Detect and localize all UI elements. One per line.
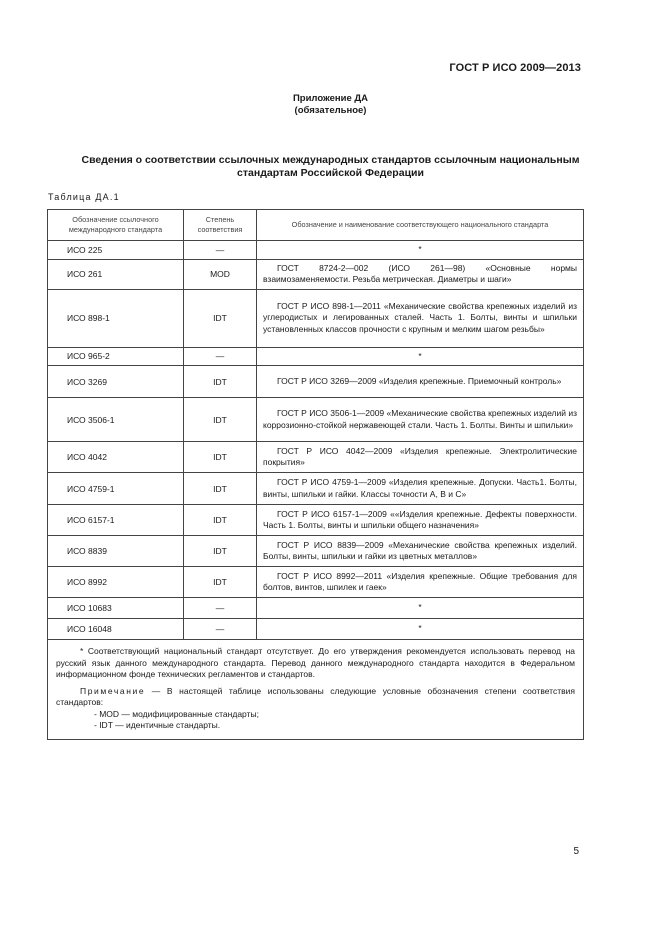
note-item-idt: - IDT — идентичные стандарты. [94, 720, 221, 730]
degree-cell: — [184, 619, 257, 640]
ref-standard-cell: ИСО 8992 [48, 567, 184, 598]
table-label: Таблица ДА.1 [48, 192, 120, 202]
degree-cell: IDT [184, 289, 257, 347]
note-label: Примечание [80, 685, 146, 696]
degree-cell: — [184, 241, 257, 260]
page-number: 5 [573, 846, 579, 857]
ref-standard-cell: ИСО 225 [48, 241, 184, 260]
section-heading [40, 154, 621, 180]
table-row [48, 259, 584, 289]
degree-cell: IDT [184, 473, 257, 505]
national-standard-cell: ГОСТ 8724-2—002 (ИСО 261—98) «Основные нормы взаимозаменяемости. Резьба метрическая. Диаметры и шаги» [257, 259, 584, 289]
table-row [48, 536, 584, 567]
annex-subtitle: (обязательное) [294, 105, 367, 116]
annex-title [0, 93, 661, 117]
table-row [48, 442, 584, 473]
note-paragraph [56, 686, 575, 709]
header-national-standard: Обозначение и наименование соответствующего национального стандарта [257, 210, 584, 241]
degree-cell: MOD [184, 259, 257, 289]
national-standard-cell: ГОСТ Р ИСО 4759-1—2009 «Изделия крепежные. Допуски. Часть1. Болты, винты, шпильки и гайки. Классы точности А, В и С» [257, 473, 584, 505]
table-row [48, 366, 584, 398]
degree-cell: — [184, 598, 257, 619]
degree-cell: IDT [184, 442, 257, 473]
national-standard-cell: ГОСТ Р ИСО 6157-1—2009 ««Изделия крепежные. Дефекты поверхности. Часть 1. Болты, винты и шпильки общего назначения» [257, 505, 584, 536]
national-standard-cell: ГОСТ Р ИСО 4042—2009 «Изделия крепежные. Электролитические покрытия» [257, 442, 584, 473]
national-standard-cell: * [257, 619, 584, 640]
header-ref-standard: Обозначение ссылочного международного стандарта [48, 210, 184, 241]
table-row [48, 505, 584, 536]
annex-label: Приложение ДА [292, 93, 369, 104]
ref-standard-cell: ИСО 10683 [48, 598, 184, 619]
national-standard-cell: ГОСТ Р ИСО 8992—2011 «Изделия крепежные. Общие требования для болтов, винтов, шпилек и гаек» [257, 567, 584, 598]
ref-standard-cell: ИСО 898-1 [48, 289, 184, 347]
ref-standard-cell: ИСО 965-2 [48, 347, 184, 366]
heading-line-1: Сведения о соответствии ссылочных международных стандартов ссылочным национальным [81, 154, 580, 166]
document-code: ГОСТ Р ИСО 2009—2013 [449, 62, 581, 74]
degree-cell: IDT [184, 366, 257, 398]
national-standard-cell: ГОСТ Р ИСО 3506-1—2009 «Механические свойства крепежных изделий из коррозионно-стойкой нержавеющей стали. Часть 1. Болты. Винты и шпильки» [257, 398, 584, 442]
table-row [48, 473, 584, 505]
table-row [48, 598, 584, 619]
footnote: * Соответствующий национальный стандарт отсутствует. До его утверждения рекомендуется использовать перевод на русский язык данного международного стандарта. Перевод данного международного стандарта находится в Федеральном информационном фонде технических регламентов и стандартов. [56, 646, 575, 679]
degree-cell: IDT [184, 536, 257, 567]
ref-standard-cell: ИСО 261 [48, 259, 184, 289]
heading-line-2: стандартам Российской Федерации [237, 167, 424, 179]
notes-cell [48, 640, 584, 740]
table-row [48, 619, 584, 640]
degree-cell: — [184, 347, 257, 366]
note-text: — В настоящей таблице использованы следующие условные обозначения степени соответствия стандартов: [56, 685, 575, 707]
degree-cell: IDT [184, 505, 257, 536]
table-row [48, 289, 584, 347]
table-row [48, 347, 584, 366]
ref-standard-cell: ИСО 3506-1 [48, 398, 184, 442]
note-item-mod: - MOD — модифицированные стандарты; [94, 708, 259, 719]
standards-table [47, 209, 584, 740]
national-standard-cell: * [257, 598, 584, 619]
ref-standard-cell: ИСО 3269 [48, 366, 184, 398]
table-header-row [48, 210, 584, 241]
national-standard-cell: ГОСТ Р ИСО 3269—2009 «Изделия крепежные. Приемочный контроль» [257, 366, 584, 398]
ref-standard-cell: ИСО 8839 [48, 536, 184, 567]
header-degree: Степень соответствия [184, 210, 257, 241]
national-standard-cell: ГОСТ Р ИСО 8839—2009 «Механические свойства крепежных изделий. Болты, винты, шпильки и гайки из цветных металлов» [257, 536, 584, 567]
national-standard-cell: * [257, 241, 584, 260]
table-row [48, 241, 584, 260]
table-notes-row [48, 640, 584, 740]
degree-cell: IDT [184, 567, 257, 598]
table-row [48, 567, 584, 598]
ref-standard-cell: ИСО 6157-1 [48, 505, 184, 536]
ref-standard-cell: ИСО 4759-1 [48, 473, 184, 505]
ref-standard-cell: ИСО 16048 [48, 619, 184, 640]
national-standard-cell: * [257, 347, 584, 366]
ref-standard-cell: ИСО 4042 [48, 442, 184, 473]
national-standard-cell: ГОСТ Р ИСО 898-1—2011 «Механические свойства крепежных изделий из углеродистых и легированных сталей. Часть 1. Болты, винты и шпильки установленных классов прочности с крупным и мелким шагом резьбы» [257, 289, 584, 347]
table-row [48, 398, 584, 442]
degree-cell: IDT [184, 398, 257, 442]
